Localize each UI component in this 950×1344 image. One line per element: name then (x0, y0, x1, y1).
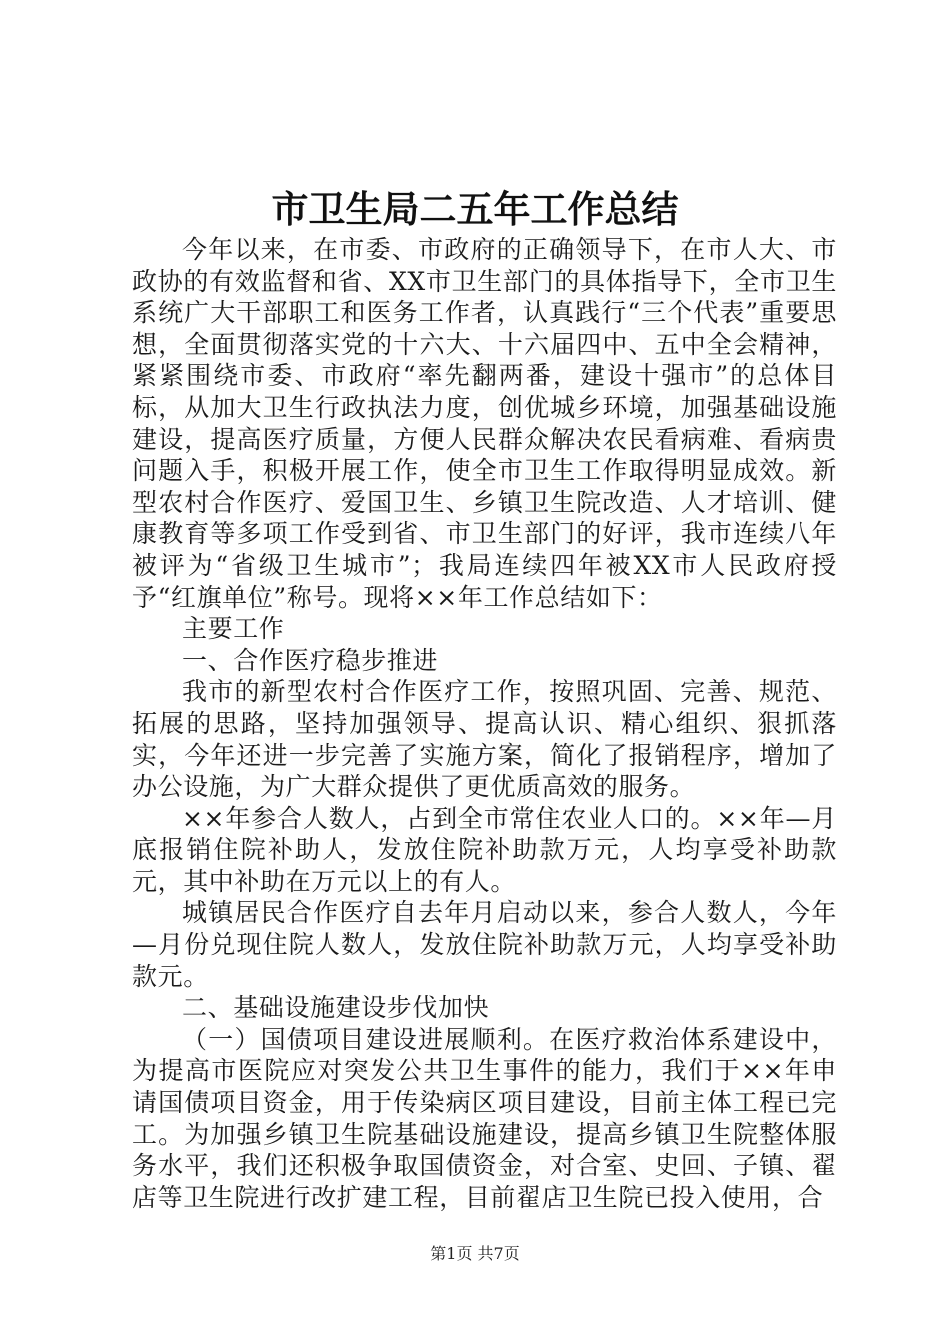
paragraph-section-1-body: 我市的新型农村合作医疗工作，按照巩固、完善、规范、拓展的思路，坚持加强领导、提高认识、精心组织、狠抓落实，今年还进一步完善了实施方案，简化了报销程序，增加了办公设施，为广大群众提供了更优质高效的服务。 (132, 677, 837, 802)
heading-main-work: 主要工作 (182, 614, 285, 644)
paragraph-urban-residents: 城镇居民合作医疗自去年月启动以来，参合人数人，今年—月份兑现住院人数人，发放住院补助款万元，人均享受补助款元。 (132, 898, 837, 991)
paragraph-participation: ××年参合人数人，占到全市常住农业人口的。××年—月底报销住院补助人，发放住院补助款万元，人均享受补助款元，其中补助在万元以上的有人。 (132, 803, 837, 896)
heading-section-1: 一、合作医疗稳步推进 (182, 645, 439, 675)
document-title: 市卫生局二五年工作总结 (271, 187, 679, 231)
paragraph-intro: 今年以来，在市委、市政府的正确领导下，在市人大、市政协的有效监督和省、XX市卫生部门的具体指导下，全市卫生系统广大干部职工和医务工作者，认真践行“三个代表”重要思想，全面贯彻落实党的十六大、十六届四中、五中全会精神，紧紧围绕市委、市政府“率先翻两番，建设十强市”的总体目标，从加大卫生行政执法力度，创优城乡环境，加强基础设施建设，提高医疗质量，方便人民群众解决农民看病难、看病贵问题入手，积极开展工作，使全市卫生工作取得明显成效。新型农村合作医疗、爱国卫生、乡镇卫生院改造、人才培训、健康教育等多项工作受到省、市卫生部门的好评，我市连续八年被评为“省级卫生城市”；我局连续四年被XX市人民政府授予“红旗单位”称号。现将××年工作总结如下： (132, 235, 837, 612)
paragraph-national-debt: （一）国债项目建设进展顺利。在医疗救治体系建设中，为提高市医院应对突发公共卫生事件的能力，我们于××年申请国债项目资金，用于传染病区项目建设，目前主体工程已完工。为加强乡镇卫生院基础设施建设，提高乡镇卫生院整体服务水平，我们还积极争取国债资金，对合室、史回、子镇、翟店等卫生院进行改扩建工程，目前翟店卫生院已投入使用，合 (132, 1024, 837, 1212)
document-body (132, 234, 837, 1213)
page-number-footer: 第1页 共7页 (430, 1244, 520, 1263)
heading-section-2: 二、基础设施建设步伐加快 (182, 993, 490, 1023)
